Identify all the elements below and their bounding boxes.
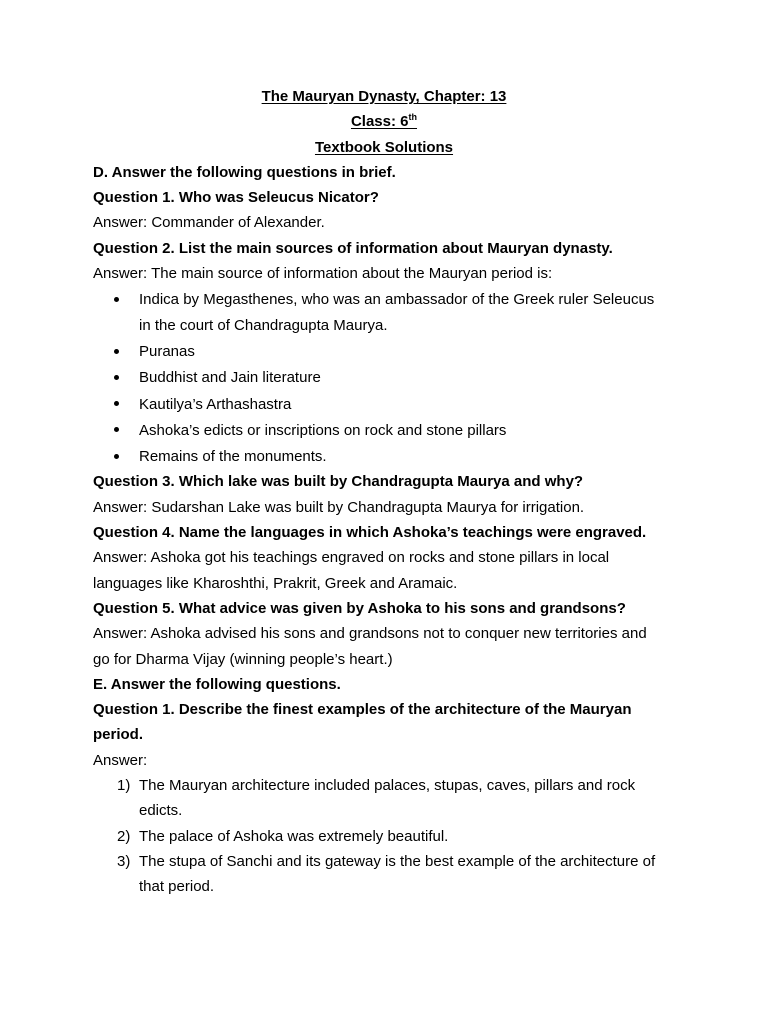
section-d-heading: D. Answer the following questions in brief. xyxy=(93,163,396,181)
list-item xyxy=(93,339,693,364)
list-item xyxy=(93,287,693,338)
answer-d5-line2: go for Dharma Vijay (winning people’s heart.) xyxy=(93,650,393,668)
class-superscript: th xyxy=(408,112,418,123)
document-subtitle: Textbook Solutions xyxy=(314,138,454,156)
question-e1-line1: Question 1. Describe the finest examples of the architecture of the Mauryan xyxy=(93,701,632,719)
list-item-number: 1) xyxy=(117,777,131,795)
list-item xyxy=(93,392,693,417)
answer-e1-label: Answer: xyxy=(93,751,148,769)
answer-d3: Answer: Sudarshan Lake was built by Chandragupta Maurya for irrigation. xyxy=(93,498,585,516)
list-item xyxy=(93,824,693,849)
list-item-text: Buddhist and Jain literature xyxy=(139,369,321,387)
bullet-icon xyxy=(114,339,119,364)
list-item xyxy=(93,418,693,443)
document-page xyxy=(93,84,693,900)
question-d5: Question 5. What advice was given by Ashoka to his sons and grandsons? xyxy=(93,599,626,617)
list-item xyxy=(93,365,693,390)
bullet-icon xyxy=(114,287,119,312)
question-d3: Question 3. Which lake was built by Chandragupta Maurya and why? xyxy=(93,473,584,491)
answer-d2: Answer: The main source of information about the Mauryan period is: xyxy=(93,265,553,283)
list-item-number: 2) xyxy=(117,827,131,845)
answer-d5-line1: Answer: Ashoka advised his sons and grandsons not to conquer new territories and xyxy=(93,625,647,643)
class-label xyxy=(93,109,675,134)
list-item-text: The palace of Ashoka was extremely beautiful. xyxy=(139,827,449,845)
list-item-text: The stupa of Sanchi and its gateway is the best example of the architecture of xyxy=(139,852,656,870)
bullet-icon xyxy=(114,418,119,443)
list-item-text: Indica by Megasthenes, who was an ambassador of the Greek ruler Seleucus xyxy=(139,291,655,309)
document-title: The Mauryan Dynasty, Chapter: 13 xyxy=(261,88,507,105)
question-e1-line2: period. xyxy=(93,726,144,744)
answer-d1: Answer: Commander of Alexander. xyxy=(93,214,325,232)
list-item xyxy=(93,849,693,900)
answer-d4-line1: Answer: Ashoka got his teachings engraved on rocks and stone pillars in local xyxy=(93,549,610,567)
list-item-text-continued: that period. xyxy=(139,878,215,896)
section-e-heading: E. Answer the following questions. xyxy=(93,675,341,693)
list-item-text-continued: in the court of Chandragupta Maurya. xyxy=(139,316,388,334)
list-item-text: Puranas xyxy=(139,342,195,360)
list-item-text: The Mauryan architecture included palaces, stupas, caves, pillars and rock xyxy=(139,777,636,795)
list-item-text: Kautilya’s Arthashastra xyxy=(139,395,292,413)
question-d1: Question 1. Who was Seleucus Nicator? xyxy=(93,189,379,207)
question-d4: Question 4. Name the languages in which Ashoka’s teachings were engraved. xyxy=(93,524,647,542)
list-item xyxy=(93,444,693,469)
bullet-icon xyxy=(114,444,119,469)
answer-d4-line2: languages like Kharoshthi, Prakrit, Greek and Aramaic. xyxy=(93,574,458,592)
list-item-number: 3) xyxy=(117,852,131,870)
list-item-text-continued: edicts. xyxy=(139,802,183,820)
list-item xyxy=(93,773,693,824)
class-label-text: Class: 6 xyxy=(350,113,409,131)
bullet-icon xyxy=(114,392,119,417)
bullet-icon xyxy=(114,365,119,390)
list-item-text: Remains of the monuments. xyxy=(139,448,327,466)
sources-list xyxy=(93,287,693,469)
list-item-text: Ashoka’s edicts or inscriptions on rock and stone pillars xyxy=(139,421,507,439)
question-d2: Question 2. List the main sources of information about Mauryan dynasty. xyxy=(93,239,613,257)
architecture-list xyxy=(93,773,693,899)
